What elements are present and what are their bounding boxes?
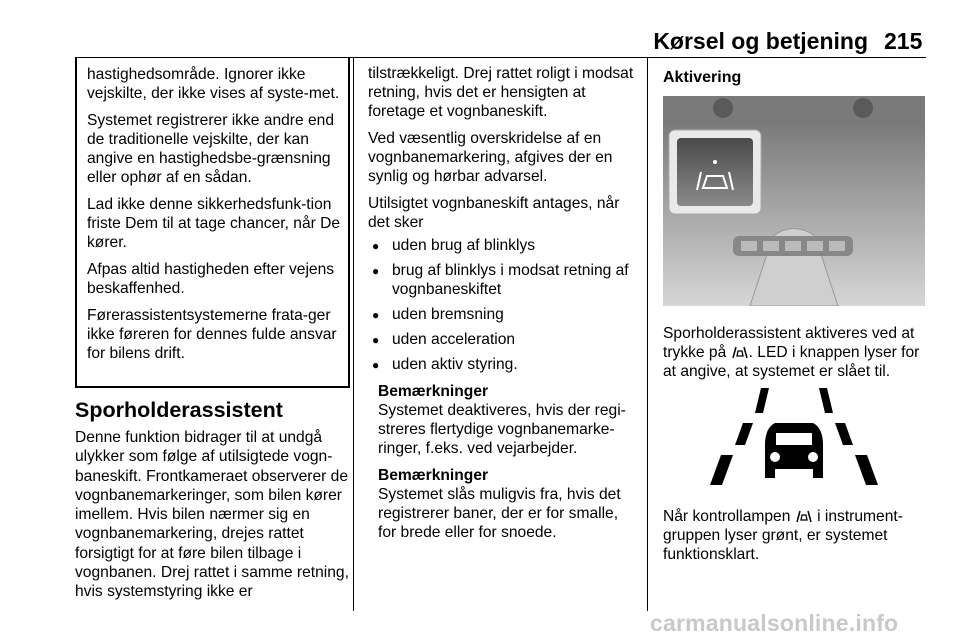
dashboard-button-photo bbox=[663, 96, 925, 306]
list-item: ● brug af blinklys i modsat retning af vognbaneskiftet bbox=[368, 261, 636, 299]
body-paragraph: Ved væsentlig overskridelse af en vognbanemarkering, afgives der en synlig og hørbar advarsel. bbox=[368, 130, 613, 185]
note-label: Bemærkninger bbox=[378, 467, 489, 484]
note-block bbox=[378, 466, 636, 542]
note-paragraph: Systemet registrerer ikke andre end de traditionelle vejskilte, der kan angive en hastighedsbe-grænsning eller ophør af en sådan. bbox=[87, 112, 335, 186]
note-label: Bemærkninger bbox=[378, 383, 489, 400]
caption-text: . LED i knappen lyser for at angive, at systemet er slået til. bbox=[663, 344, 920, 380]
body-paragraph: Utilsigtet vognbaneskift antages, når det sker bbox=[368, 195, 620, 231]
lane-assist-symbol-illustration bbox=[663, 383, 925, 488]
section-heading: Sporholderassistent bbox=[75, 398, 283, 422]
caption-text: Sporholderassistent aktiveres ved at trykke på bbox=[663, 325, 915, 361]
list-item: ● uden brug af blinklys bbox=[368, 236, 636, 255]
caption-activation bbox=[663, 324, 928, 381]
list-item: ● uden acceleration bbox=[368, 330, 636, 349]
note-paragraph: Førerassistentsystemerne frata-ger ikke føreren for dennes fulde ansvar for bilens drift. bbox=[87, 307, 337, 362]
column-divider-2 bbox=[647, 57, 648, 611]
page-number: 215 bbox=[884, 28, 923, 54]
lane-assist-icon bbox=[731, 345, 749, 359]
caption-indicator bbox=[663, 507, 928, 564]
list-item: ● uden aktiv styring. bbox=[368, 355, 636, 374]
note-block bbox=[378, 382, 636, 458]
list-item: ● uden bremsning bbox=[368, 305, 636, 324]
caption-text: i instrument-gruppen lyser grønt, er systemet funktionsklart. bbox=[663, 508, 903, 563]
section-body: Denne funktion bidrager til at undgå ulykker som følge af utilsigtede vogn-baneskift. Frontkameraet observerer de vognbanemarkeringer, som bilen kører imellem. Hvis bilen nærmer sig en vognbanemarkering, drejes rattet forsigtigt for at føre bilen tilbage i vognbanen. Drej rattet i samme retning, hvis systemstyring ikke er bbox=[75, 429, 349, 601]
note-paragraph: hastighedsområde. Ignorer ikke vejskilte, der ikke vises af syste-met. bbox=[87, 66, 340, 102]
column-2 bbox=[368, 64, 636, 550]
warning-note-box bbox=[75, 58, 350, 388]
watermark: carmanualsonline.info bbox=[650, 610, 899, 636]
note-text: Systemet slås muligvis fra, hvis det registrerer baner, der er for smalle, for brede eller for snoede. bbox=[378, 486, 621, 541]
caption-text: Når kontrollampen bbox=[663, 508, 791, 525]
note-paragraph: Lad ikke denne sikkerhedsfunk-tion friste Dem til at tage chancer, når De kører. bbox=[87, 196, 341, 251]
page-header-title: Kørsel og betjening bbox=[653, 28, 868, 54]
body-paragraph: tilstrækkeligt. Drej rattet roligt i modsat retning, hvis det er hensigten at foretage et vognbaneskift. bbox=[368, 65, 634, 120]
column-divider-1 bbox=[353, 57, 354, 611]
column-3-heading: Aktivering bbox=[663, 69, 742, 86]
note-text: Systemet deaktiveres, hvis der regi-streres flertydige vognbanemarke-ringer, f.eks. ved vejarbejder. bbox=[378, 402, 626, 457]
note-paragraph: Afpas altid hastigheden efter vejens beskaffenhed. bbox=[87, 261, 335, 297]
condition-list bbox=[368, 236, 636, 374]
lane-assist-icon bbox=[795, 509, 813, 523]
